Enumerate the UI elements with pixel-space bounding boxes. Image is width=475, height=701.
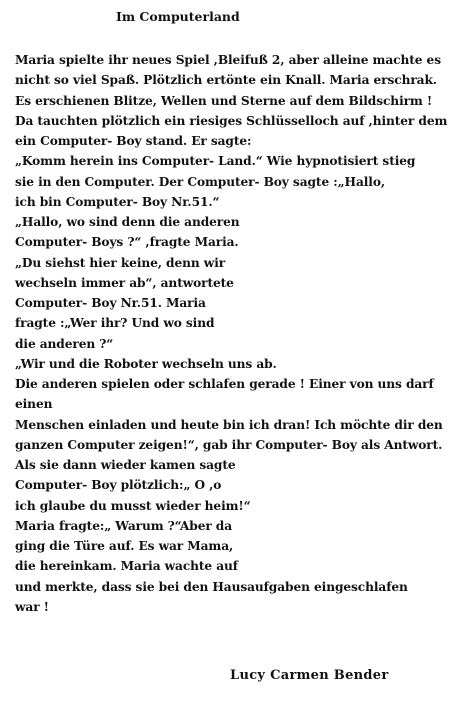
- story-text: [15, 50, 470, 617]
- text-line: Computer- Boy Nr.51. Maria: [15, 296, 206, 310]
- text-line: fragte :„Wer ihr? Und wo sind: [15, 316, 215, 331]
- text-line: die hereinkam. Maria wachte auf: [15, 559, 238, 574]
- text-line: war !: [15, 599, 49, 614]
- text-line: Als sie dann wieder kamen sagte: [15, 458, 236, 472]
- text-line: Da tauchten plötzlich ein riesiges Schlüsselloch auf ,hinter dem: [15, 113, 448, 128]
- text-line: ganzen Computer zeigen!“, gab ihr Computer- Boy als Antwort.: [15, 437, 443, 452]
- text-line: ich bin Computer- Boy Nr.51.“: [15, 194, 220, 209]
- text-line: sie in den Computer. Der Computer- Boy sagte :„Hallo,: [15, 174, 385, 189]
- text-line: die anderen ?“: [15, 336, 114, 351]
- text-line: ich glaube du musst wieder heim!“: [15, 498, 251, 513]
- text-line: Es erschienen Blitze, Wellen und Sterne auf dem Bildschirm !: [15, 93, 433, 108]
- text-line: Menschen einladen und heute bin ich dran! Ich möchte dir den: [15, 417, 443, 432]
- text-line: wechseln immer ab“, antwortete: [15, 275, 234, 290]
- text-line: Maria spielte ihr neues Spiel ,Bleifuß 2, aber alleine machte es: [15, 53, 441, 67]
- text-line: und merkte, dass sie bei den Hausaufgaben eingeschlafen: [15, 579, 408, 594]
- text-line: nicht so viel Spaß. Plötzlich ertönte ein Knall. Maria erschrak.: [15, 73, 437, 88]
- text-line: ging die Türe auf. Es war Mama,: [15, 539, 234, 553]
- document-title: Im Computerland: [116, 9, 240, 24]
- text-line: Computer- Boy plötzlich:„ O ,o: [15, 478, 222, 493]
- text-line: ein Computer- Boy stand. Er sagte:: [15, 134, 252, 148]
- text-line: Maria fragte:„ Warum ?“Aber da: [15, 518, 233, 533]
- text-line: „Hallo, wo sind denn die anderen: [15, 215, 240, 229]
- text-line: Computer- Boys ?“ ,fragte Maria.: [15, 235, 239, 250]
- text-line: „Du siehst hier keine, denn wir: [15, 255, 226, 270]
- text-line: „Wir und die Roboter wechseln uns ab.: [15, 356, 277, 371]
- author-name: Lucy Carmen Bender: [230, 668, 389, 683]
- text-line: einen: [15, 397, 53, 412]
- text-line: „Komm herein ins Computer- Land.“ Wie hypnotisiert stieg: [15, 154, 416, 169]
- text-line: Die anderen spielen oder schlafen gerade ! Einer von uns darf: [15, 377, 434, 391]
